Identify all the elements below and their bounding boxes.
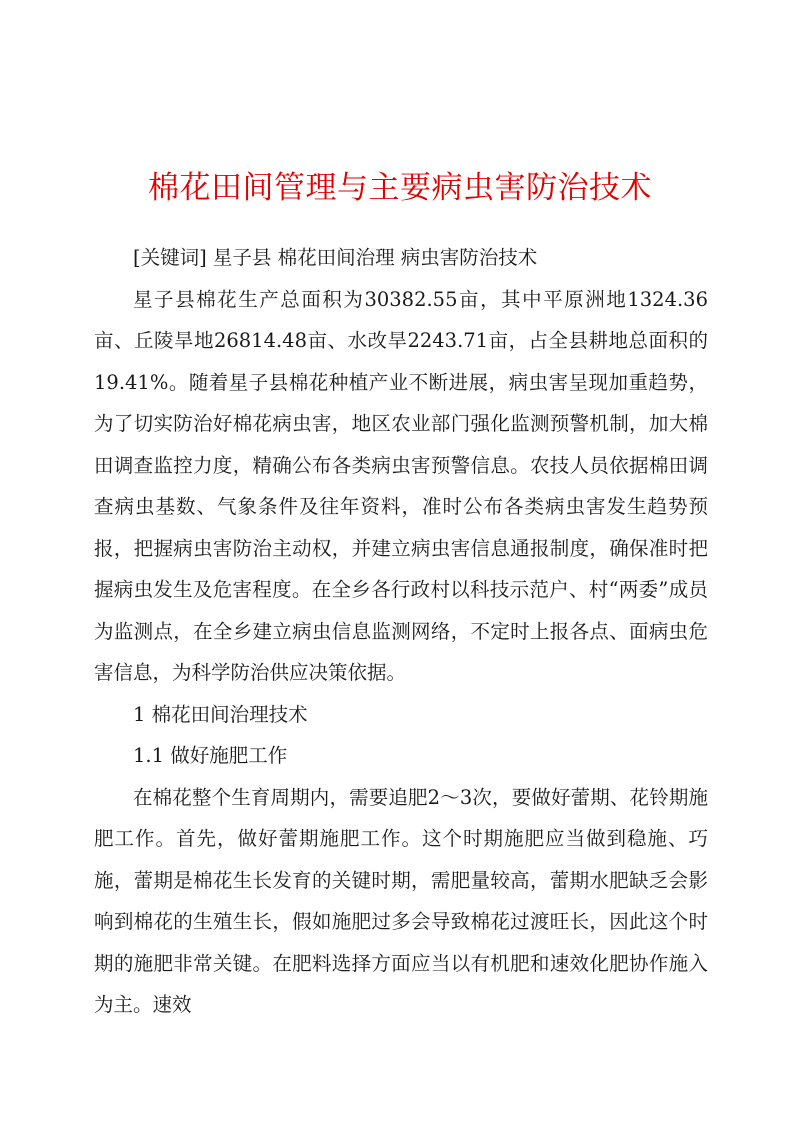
document-body [94,237,708,1026]
section-heading: 1 棉花田间治理技术 [133,702,308,726]
body-paragraph: 在棉花整个生育周期内，需要追肥2～3次，要做好蕾期、花铃期施肥工作。首先，做好蕾期施肥工作。这个时期施肥应当做到稳施、巧施，蕾期是棉花生长发育的关键时期，需肥量较高，蕾期水肥缺乏会影响到棉花的生殖生长，假如施肥过多会导致棉花过渡旺长，因此这个时期的施肥非常关键。在肥料选择方面应当以有机肥和速效化肥协作施入为主。速效 [94,785,708,1016]
document-title: 棉花田间管理与主要病虫害防治技术 [148,170,652,206]
keywords-paragraph: [关键词] 星子县 棉花田间治理 病虫害防治技术 [133,246,538,269]
subsection-heading: 1.1 做好施肥工作 [133,744,288,767]
body-paragraph: 星子县棉花生产总面积为30382.55亩，其中平原洲地1324.36亩、丘陵旱地26814.48亩、水改旱2243.71亩，占全县耕地总面积的19.41%。随着星子县棉花种植产业不断进展，病虫害呈现加重趋势，为了切实防治好棉花病虫害，地区农业部门强化监测预警机制，加大棉田调查监控力度，精确公布各类病虫害预警信息。农技人员依据棉田调查病虫基数、气象条件及往年资料，准时公布各类病虫害发生趋势预报，把握病虫害防治主动权，并建立病虫害信息通报制度，确保准时把握病虫发生及危害程度。在全乡各行政村以科技示范户、村“两委”成员为监测点，在全乡建立病虫信息监测网络，不定时上报各点、面病虫危害信息，为科学防治供应决策依据。 [94,287,708,684]
